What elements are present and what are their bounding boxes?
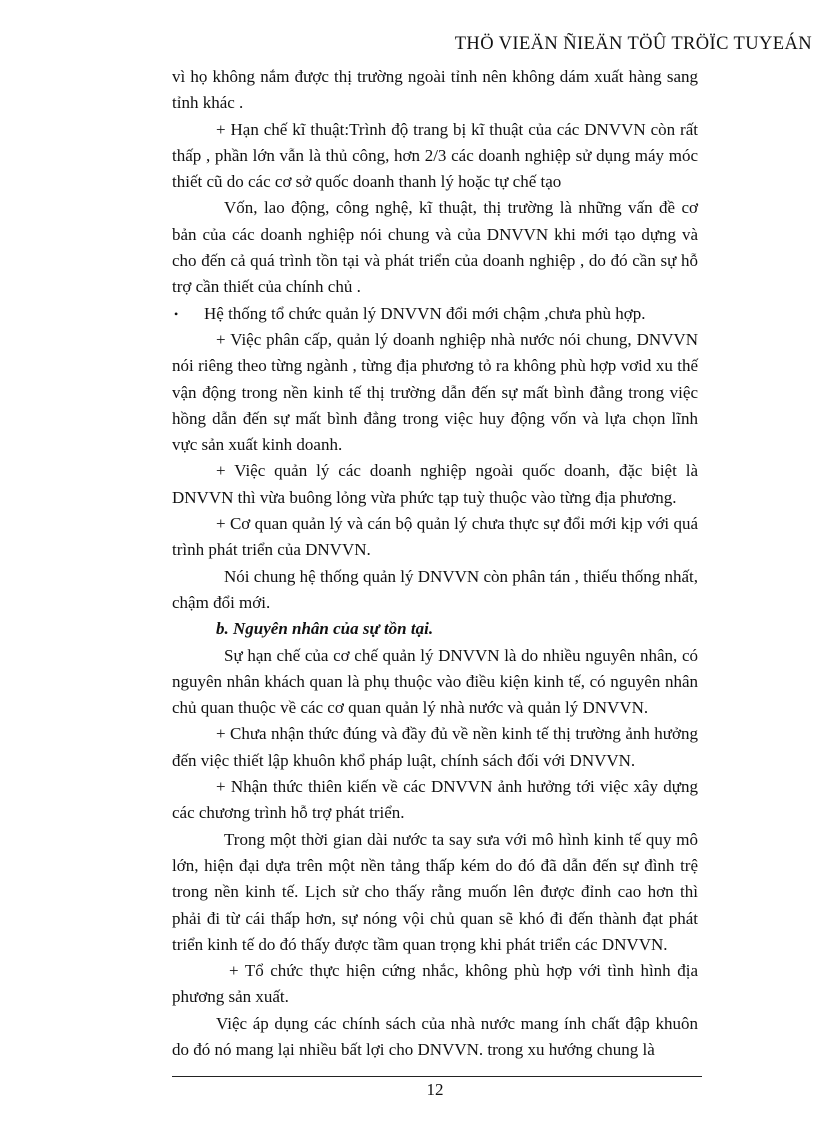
paragraph: + Việc quản lý các doanh nghiệp ngoài quốc doanh, đặc biệt là DNVVN thì vừa buông lỏng vừa phức tạp tuỳ thuộc vào từng địa phương.	[172, 461, 698, 507]
paragraph: + Việc phân cấp, quản lý doanh nghiệp nhà nước nói chung, DNVVN nói riêng theo từng ngành , từng địa phương tỏ ra không phù hợp vơid xu thế vận động trong nền kinh tế thị trường dẫn đến sự mất bình đẳng trong việc hồng dẫn đến sự mất bình đẳng trong việc huy động vốn và lựa chọn lĩnh vực sản xuất kinh doanh.	[172, 329, 698, 455]
bullet-item	[172, 301, 698, 327]
section-heading: b. Nguyên nhân của sự tồn tại.	[216, 619, 434, 639]
paragraph: + Nhận thức thiên kiến về các DNVVN ảnh hưởng tới việc xây dựng các chương trình hỗ trợ phát triển.	[172, 777, 698, 823]
paragraph: Việc áp dụng các chính sách của nhà nước mang ính chất đập khuôn do đó nó mang lại nhiều bất lợi cho DNVVN. trong xu hướng chung là	[172, 1013, 698, 1059]
page-header: THÖ VIEÄN ÑIEÄN TÖÛ TRÖÏC TUYEÁN	[454, 34, 812, 54]
paragraph: + Tổ chức thực hiện cứng nhắc, không phù hợp với tình hình địa phương sản xuất.	[172, 961, 698, 1007]
paragraph: Nói chung hệ thống quản lý DNVVN còn phân tán , thiếu thống nhất, chậm đổi mới.	[172, 566, 698, 612]
paragraph: + Hạn chế kĩ thuật:Trình độ trang bị kĩ thuật của các DNVVN còn rất thấp , phần lớn vẫn là thủ công, hơn 2/3 các doanh nghiệp sử dụng máy móc thiết cũ do các cơ sở quốc doanh thanh lý hoặc tự chế tạo	[172, 119, 698, 192]
page-number: 12	[426, 1080, 444, 1099]
bullet-text: Hệ thống tổ chức quản lý DNVVN đổi mới chậm ,chưa phù hợp.	[204, 303, 646, 323]
paragraph: + Cơ quan quản lý và cán bộ quản lý chưa thực sự đổi mới kịp với quá trình phát triển của DNVVN.	[172, 514, 698, 560]
footer-divider	[172, 1076, 702, 1077]
paragraph: Trong một thời gian dài nước ta say sưa với mô hình kinh tế quy mô lớn, hiện đại dựa trên một nền tảng thấp kém do đó đã dẫn đến sự đình trệ trong nền kinh tế. Lịch sử cho thấy rằng muốn lên được đỉnh cao hơn thì phải đi từ cái thấp hơn, sự nóng vội chủ quan sẽ khó đi đến thành đạt phát triển kinh tế do đó thấy được tầm quan trọng khi phát triển các DNVVN.	[172, 829, 698, 954]
paragraph: + Chưa nhận thức đúng và đầy đủ về nền kinh tế thị trường ảnh hưởng đến việc thiết lập khuôn khổ pháp luật, chính sách đối với DNVVN.	[172, 724, 698, 770]
document-body	[172, 64, 698, 1063]
paragraph: Sự hạn chế của cơ chế quản lý DNVVN là do nhiều nguyên nhân, có nguyên nhân khách quan là phụ thuộc vào điều kiện kinh tế, có nguyên nhân chủ quan thuộc về các cơ quan quản lý nhà nước và quản lý DNVVN.	[172, 645, 698, 718]
paragraph: vì họ không nắm được thị trường ngoài tỉnh nên không dám xuất hàng sang tỉnh khác .	[172, 67, 698, 113]
paragraph: Vốn, lao động, công nghệ, kĩ thuật, thị trường là những vấn đề cơ bản của các doanh nghiệp nói chung và của DNVVN khi mới tạo dựng và cho đến cả quá trình tồn tại và phát triển của doanh nghiệp , do đó cần sự hỗ trợ cần thiết của chính chủ .	[172, 198, 698, 297]
bullet-icon: •	[174, 306, 179, 321]
